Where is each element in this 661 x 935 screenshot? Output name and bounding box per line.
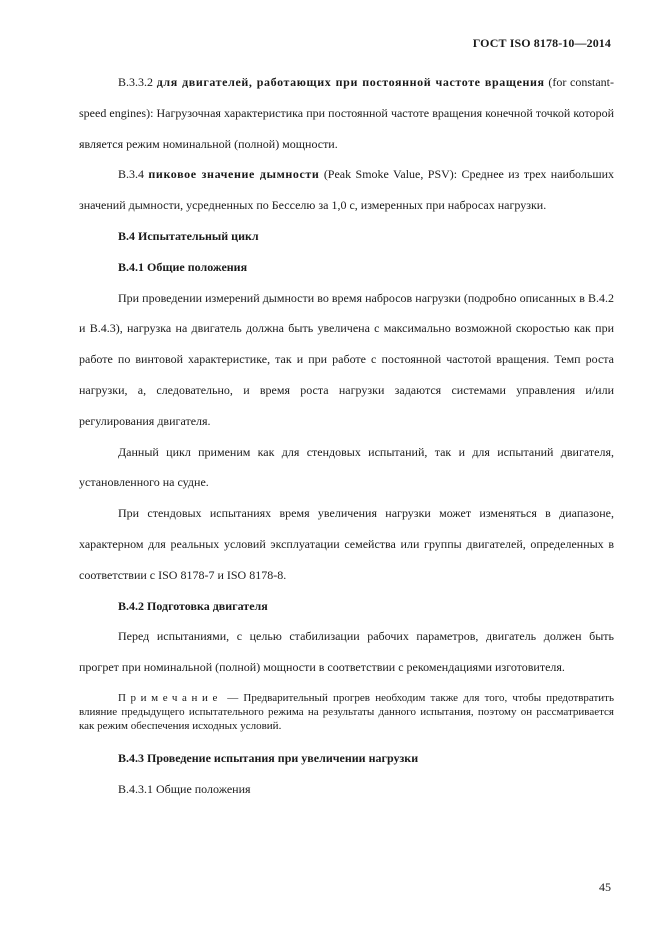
paragraph-4: Перед испытаниями, с целью стабилизации рабочих параметров, двигатель должен быть прогрет при номинальной (полной) мощности в соответствии с рекомендациями изготовителя. [79, 629, 614, 675]
note [79, 691, 614, 733]
page-body [79, 67, 614, 805]
term-peak-smoke: пиковое значение дымности [148, 167, 320, 182]
term-constant-speed: для двигателей, работающих при постоянной частоте вращения [156, 75, 545, 89]
note-text: — Предварительный прогрев необходим также для того, чтобы предотвратить влияние предыдущего испытательного режима на результаты данного испытания, поэтому он рассматривается как режим обеспечения исходных условий. [79, 691, 615, 732]
definition-text: (for constant-speed engines): Нагрузочная характеристика при постоянной частоте вращения конечной точкой которой является режим номинальной (полной) мощности. [79, 75, 614, 151]
note-label: Примечание [118, 691, 222, 704]
clause-number: B.3.4 [118, 167, 145, 182]
clause-number: B.3.3.2 [118, 75, 154, 89]
paragraph-1: При проведении измерений дымности во время набросов нагрузки (подробно описанных в B.4.2 и B.4.3), нагрузка на двигатель должна быть увеличена с максимально возможной скоростью как при работе по винтовой характеристике, так и при работе с постоянной частотой вращения. Темп роста нагрузки, а, следовательно, и время роста нагрузки задаются системами управления и/или регулирования двигателя. [79, 290, 614, 428]
paragraph-3: При стендовых испытаниях время увеличения нагрузки может изменяться в диапазоне, характерном для реальных условий эксплуатации семейства или группы двигателей, определенных в соответствии с ISO 8178-7 и ISO 8178-8. [79, 506, 614, 582]
page-number: 45 [599, 880, 611, 894]
definition-text: (Peak Smoke Value, PSV): Среднее из трех наибольших значений дымности, усредненных по Бесселю за 1,0 с, измеренных при набросах нагрузки. [79, 167, 615, 213]
paragraph-2: Данный цикл применим как для стендовых испытаний, так и для испытаний двигателя, установленного на судне. [79, 444, 614, 490]
heading-b41: B.4.1 Общие положения [118, 259, 248, 274]
heading-b431: B.4.3.1 Общие положения [118, 781, 251, 796]
heading-b42: B.4.2 Подготовка двигателя [118, 598, 268, 613]
paragraph-b334 [79, 159, 614, 221]
paragraph-b332 [79, 67, 614, 159]
heading-b43: B.4.3 Проведение испытания при увеличении нагрузки [118, 750, 419, 765]
document-code-header: ГОСТ ISO 8178-10—2014 [472, 36, 611, 50]
heading-b4: B.4 Испытательный цикл [118, 228, 259, 243]
